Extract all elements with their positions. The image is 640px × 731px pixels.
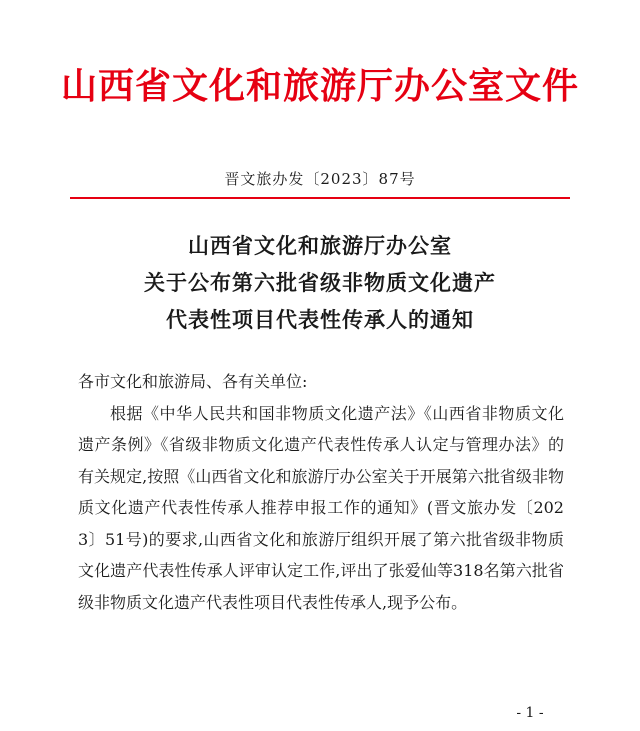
red-divider-line (70, 197, 570, 199)
title-line-1: 山西省文化和旅游厅办公室 (188, 234, 452, 258)
page-number: - 1 - (516, 705, 544, 721)
title-line-3: 代表性项目代表性传承人的通知 (166, 308, 474, 332)
body-paragraph: 根据《中华人民共和国非物质文化遗产法》《山西省非物质文化遗产条例》《省级非物质文化遗产代表性传承人认定与管理办法》的有关规定,按照《山西省文化和旅游厅办公室关于开展第六批省级非物质文化遗产代表性传承人推荐申报工作的通知》(晋文旅办发〔2023〕51号)的要求,山西省文化和旅游厅组织开展了第六批省级非物质文化遗产代表性传承人评审认定工作,评出了张爱仙等318名第六批省级非物质文化遗产代表性项目代表性传承人,现予公布。 (78, 403, 564, 612)
salutation: 各市文化和旅游局、各有关单位: (78, 372, 308, 391)
document-number: 晋文旅办发〔2023〕87号 (224, 170, 416, 188)
document-title (0, 228, 640, 339)
document-body (78, 366, 564, 618)
document-masthead: 山西省文化和旅游厅办公室文件 (60, 66, 579, 107)
title-line-2: 关于公布第六批省级非物质文化遗产 (144, 271, 496, 295)
